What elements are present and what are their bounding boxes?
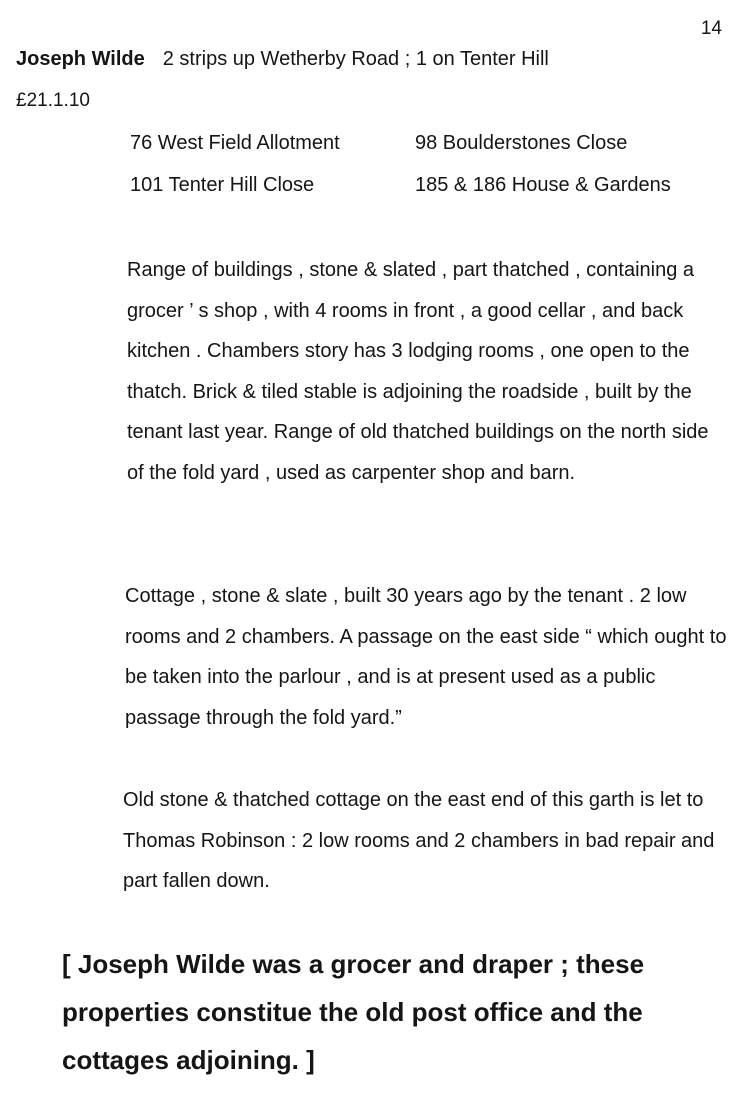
owner-name: Joseph Wilde — [16, 48, 145, 70]
property-value: £21.1.10 — [16, 90, 90, 111]
plot-item: 101 Tenter Hill Close — [130, 174, 315, 196]
page-number: 14 — [700, 18, 722, 39]
plot-item: 98 Boulderstones Close — [415, 132, 628, 154]
description-paragraph-old-cottage: Old stone & thatched cottage on the east end of this garth is let to Thomas Robinson : 2 low rooms and 2 chambers in bad repair and part fallen down. — [123, 789, 715, 892]
editorial-note: [ Joseph Wilde was a grocer and draper ; these properties constitue the old post office and the cottages adjoining. ] — [62, 949, 645, 1075]
plot-row — [130, 132, 710, 174]
plot-item: 76 West Field Allotment — [130, 132, 340, 154]
plot-row — [130, 174, 710, 216]
strips-description: 2 strips up Wetherby Road ; 1 on Tenter Hill — [162, 48, 549, 70]
owner-header — [16, 48, 549, 71]
description-paragraph-buildings: Range of buildings , stone & slated , part thatched , containing a grocer ’ s shop , with 4 rooms in front , a good cellar , and back kitchen . Chambers story has 3 lodging rooms , one open to the thatch. Brick & tiled stable is adjoining the roadside , built by the tenant last year. Range of old thatched buildings on the north side of the fold yard , used as carpenter shop and barn. — [127, 259, 709, 484]
plot-list — [130, 132, 710, 216]
description-paragraph-cottage: Cottage , stone & slate , built 30 years ago by the tenant . 2 low rooms and 2 chambers. A passage on the east side “ which ought to be taken into the parlour , and is at present used as a public passage through the fold yard.” — [125, 585, 727, 729]
plot-item: 185 & 186 House & Gardens — [415, 174, 671, 196]
